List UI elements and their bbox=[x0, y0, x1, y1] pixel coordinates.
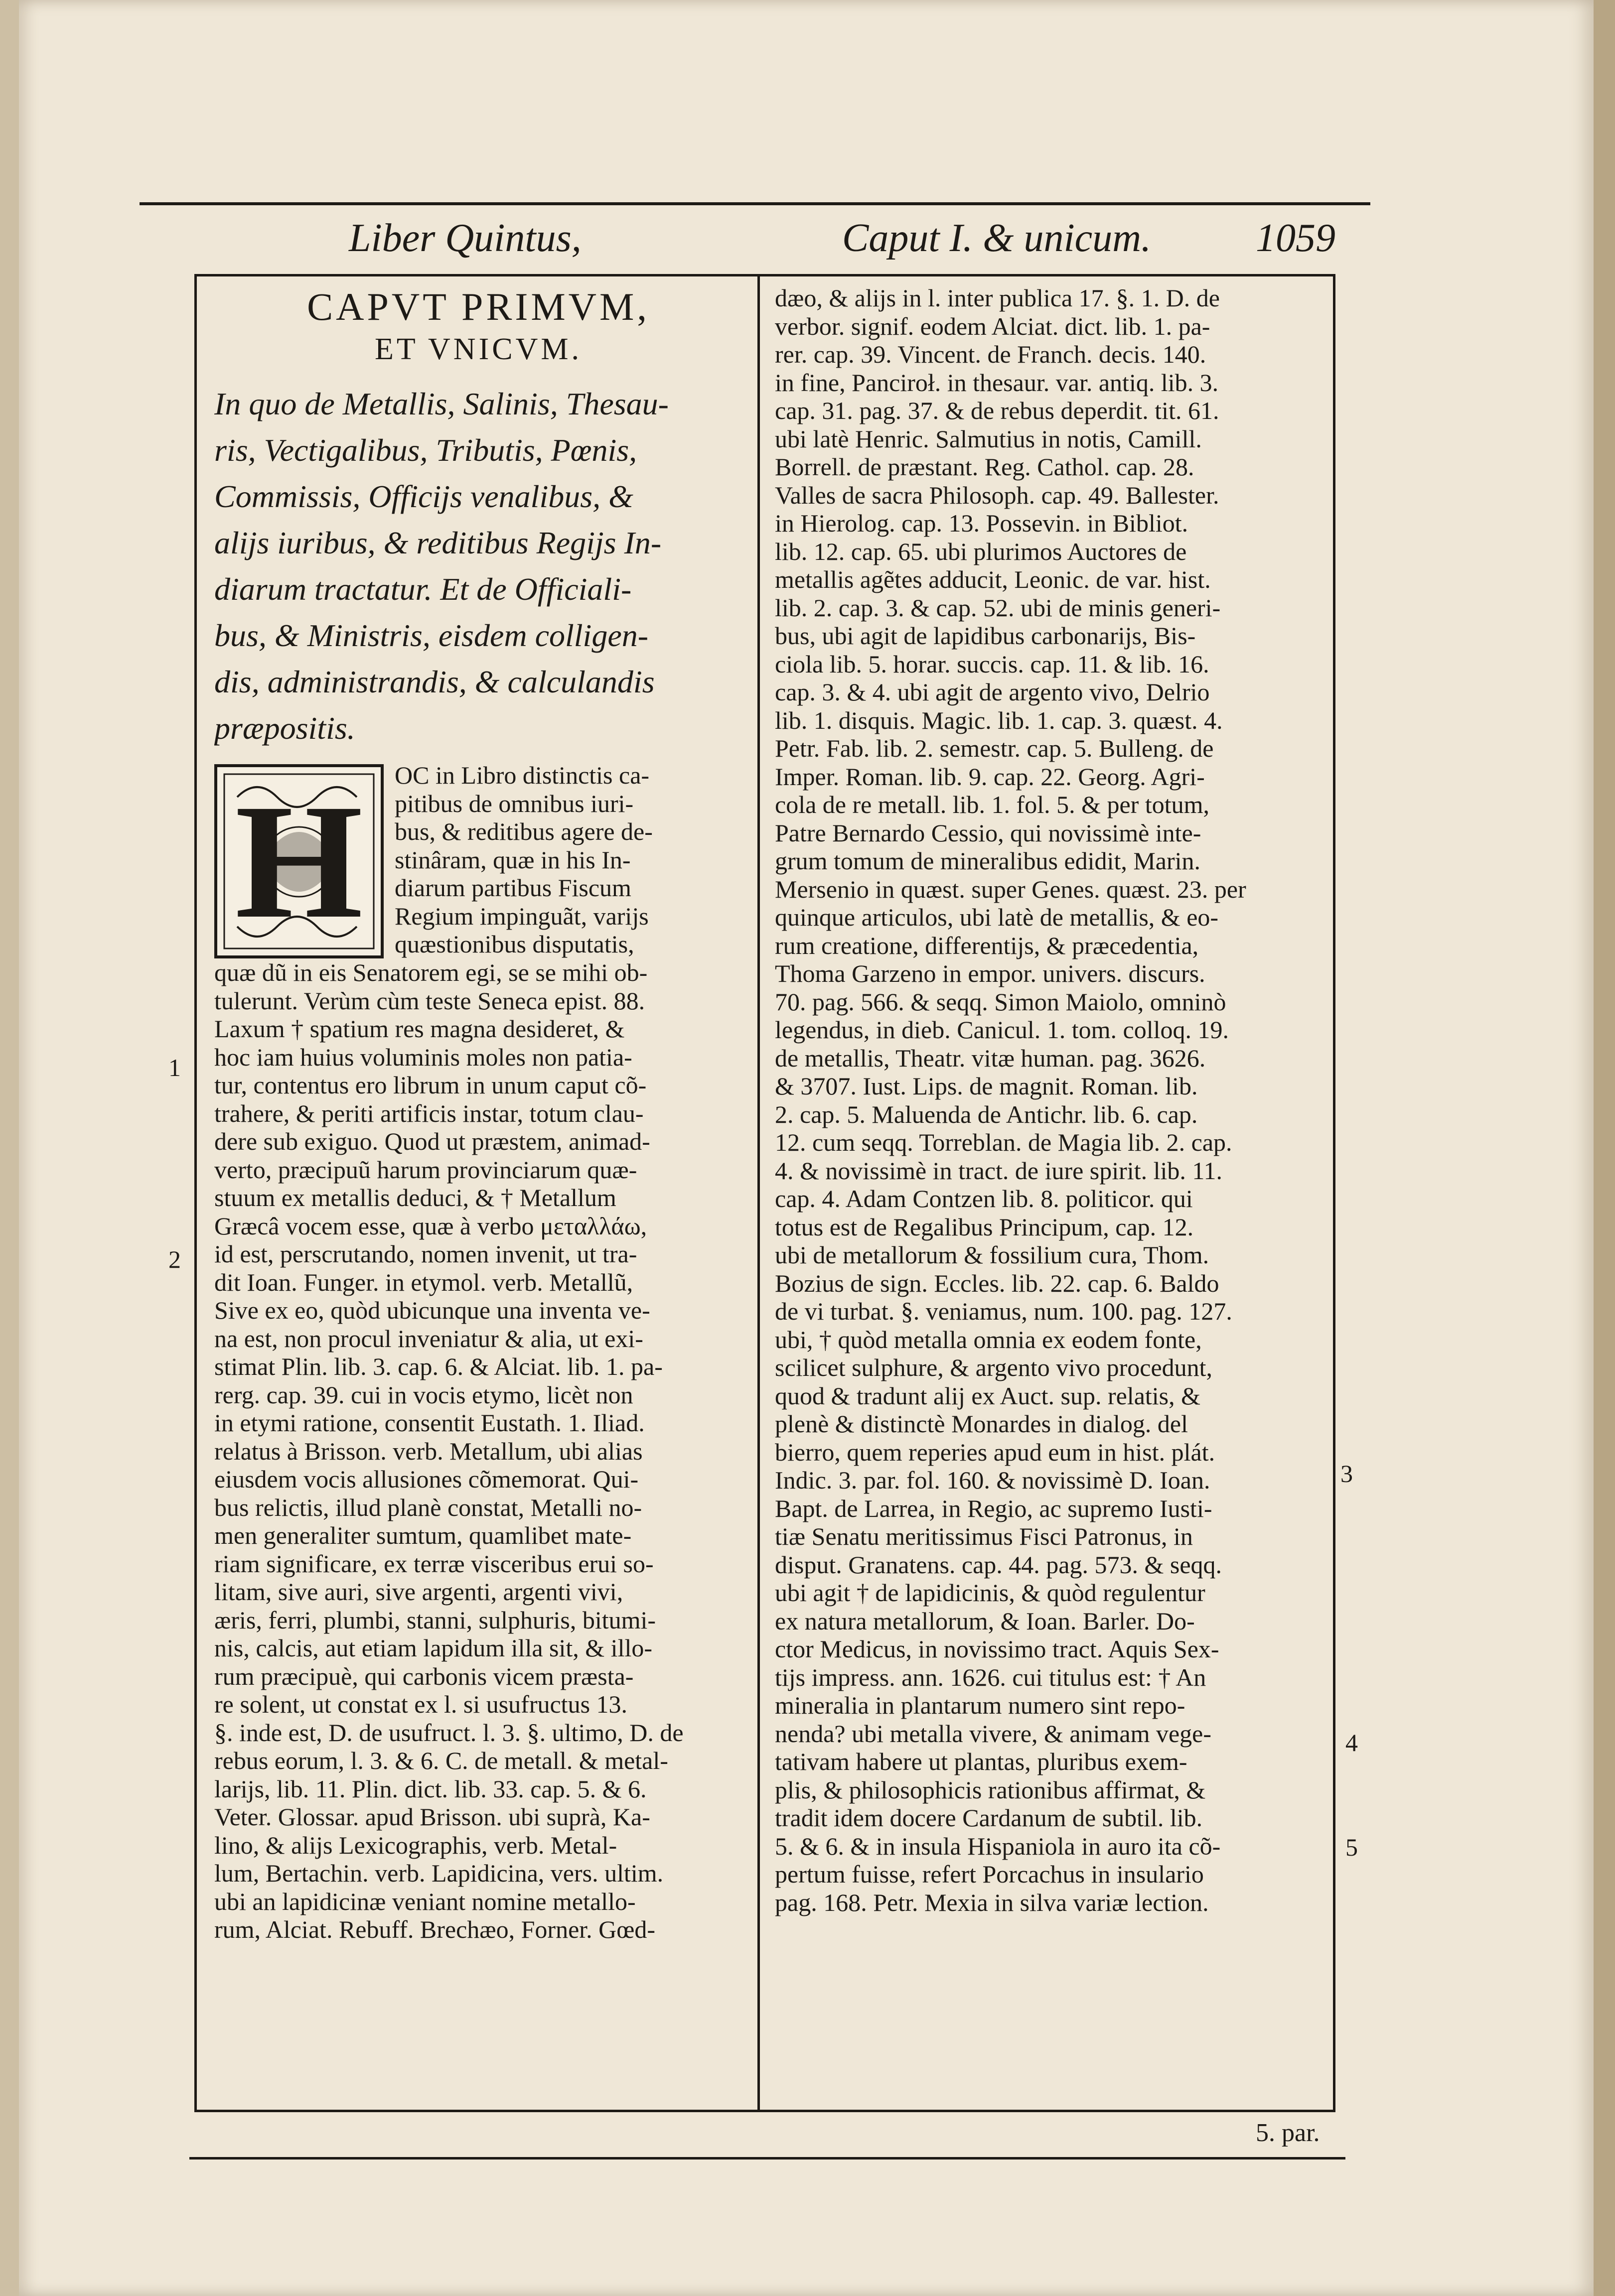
text-line: quinque articulos, ubi latè de metallis, & eo- bbox=[775, 903, 1219, 931]
text-line: tijs impress. ann. 1626. cui titulus est: † An bbox=[775, 1663, 1206, 1691]
text-line: diarum partibus Fiscum bbox=[395, 874, 631, 902]
text-line: ubi, † quòd metalla omnia ex eodem fonte, bbox=[775, 1325, 1202, 1353]
summary-line: Commissis, Officijs venalibus, & bbox=[214, 479, 633, 514]
text-line: Bozius de sign. Eccles. lib. 22. cap. 6. Baldo bbox=[775, 1269, 1219, 1297]
text-line: dere sub exiguo. Quod ut præstem, animad- bbox=[214, 1127, 650, 1155]
text-line: rer. cap. 39. Vincent. de Franch. decis. 140. bbox=[775, 340, 1206, 368]
text-line: Borrell. de præstant. Reg. Cathol. cap. 28. bbox=[775, 453, 1194, 481]
text-line: re solent, ut constat ex l. si usufructus 13. bbox=[214, 1690, 628, 1718]
text-line: tativam habere ut plantas, pluribus exem- bbox=[775, 1748, 1187, 1775]
text-line: ex natura metallorum, & Ioan. Barler. Do- bbox=[775, 1607, 1195, 1635]
text-line: Petr. Fab. lib. 2. semestr. cap. 5. Bulleng. de bbox=[775, 734, 1214, 762]
chapter-summary bbox=[214, 381, 742, 751]
margin-note-number: 2 bbox=[168, 1245, 181, 1273]
text-line: id est, perscrutando, nomen invenit, ut tra- bbox=[214, 1240, 637, 1268]
text-line: totus est de Regalibus Principum, cap. 12. bbox=[775, 1213, 1194, 1241]
text-line: Bapt. de Larrea, in Regio, ac supremo Iusti- bbox=[775, 1494, 1212, 1522]
text-line: rum præcipuè, qui carbonis vicem præsta- bbox=[214, 1662, 634, 1690]
text-line: plis, & philosophicis rationibus affirmat, & bbox=[775, 1775, 1206, 1804]
text-line: Græcâ vocem esse, quæ à verbo μεταλλάω, bbox=[214, 1212, 647, 1240]
text-line: scilicet sulphure, & argento vivo procedunt, bbox=[775, 1353, 1213, 1381]
text-line: Sive ex eo, quòd ubicunque una inventa ve- bbox=[214, 1296, 650, 1324]
text-line: Valles de sacra Philosoph. cap. 49. Ballester. bbox=[775, 481, 1219, 509]
text-line: ubi latè Henric. Salmutius in notis, Camill. bbox=[775, 424, 1202, 453]
text-line: rum, Alciat. Rebuff. Brechæo, Forner. Gœd- bbox=[214, 1915, 656, 1943]
summary-line: In quo de Metallis, Salinis, Thesau- bbox=[214, 386, 669, 421]
text-line: quod & tradunt alij ex Auct. sup. relatis, & bbox=[775, 1381, 1201, 1410]
text-line: bus relictis, illud planè constat, Metalli no- bbox=[214, 1493, 642, 1521]
text-line: 12. cum seqq. Torreblan. de Magia lib. 2. cap. bbox=[775, 1128, 1232, 1156]
initial-text bbox=[395, 761, 742, 958]
text-line: na est, non procul inveniatur & alia, ut exi- bbox=[214, 1324, 643, 1352]
text-line: Imper. Roman. lib. 9. cap. 22. Georg. Agri- bbox=[775, 762, 1205, 791]
summary-line: dis, administrandis, & calculandis bbox=[214, 664, 655, 699]
text-line: Veter. Glossar. apud Brisson. ubi suprà, Ka- bbox=[214, 1803, 650, 1831]
text-line: nis, calcis, aut etiam lapidum illa sit, & illo- bbox=[214, 1634, 653, 1662]
left-column bbox=[214, 284, 742, 1944]
text-line: rerg. cap. 39. cui in vocis etymo, licèt non bbox=[214, 1380, 633, 1409]
text-line: stimat Plin. lib. 3. cap. 6. & Alciat. lib. 1. pa- bbox=[214, 1352, 663, 1380]
text-line: men generaliter sumtum, quamlibet mate- bbox=[214, 1521, 632, 1549]
text-line: tulerunt. Verùm cùm teste Seneca epist. 88. bbox=[214, 986, 645, 1015]
header-rule bbox=[140, 202, 1370, 205]
summary-line: bus, & Ministris, eisdem colligen- bbox=[214, 618, 649, 653]
text-line: dæo, & alijs in l. inter publica 17. §. 1. D. de bbox=[775, 284, 1220, 312]
text-line: grum tomum de mineralibus edidit, Marin. bbox=[775, 847, 1201, 875]
text-line: in fine, Panciroł. in thesaur. var. antiq. lib. 3. bbox=[775, 368, 1219, 397]
text-line: verto, præcipuũ harum provinciarum quæ- bbox=[214, 1155, 637, 1184]
text-line: 5. & 6. & in insula Hispaniola in auro ita cõ- bbox=[775, 1832, 1221, 1860]
text-line: plenè & distinctè Monardes in dialog. del bbox=[775, 1410, 1188, 1438]
text-line: Mersenio in quæst. super Genes. quæst. 23. per bbox=[775, 875, 1246, 903]
left-body bbox=[214, 958, 742, 1944]
page-number: 1059 bbox=[1256, 216, 1335, 260]
text-line: ciola lib. 5. horar. succis. cap. 11. & lib. 16. bbox=[775, 650, 1209, 678]
text-line: & 3707. Iust. Lips. de magnit. Roman. lib. bbox=[775, 1072, 1198, 1100]
text-line: trahere, & periti artificis instar, totum clau- bbox=[214, 1099, 644, 1127]
text-line: de vi turbat. §. veniamus, num. 100. pag. 127. bbox=[775, 1297, 1232, 1325]
text-line: dit Ioan. Funger. in etymol. verb. Metallũ, bbox=[214, 1268, 633, 1296]
text-line: larijs, lib. 11. Plin. dict. lib. 33. cap. 5. & 6. bbox=[214, 1774, 647, 1803]
text-line: legendus, in dieb. Canicul. 1. tom. colloq. 19. bbox=[775, 1016, 1229, 1044]
text-line: 70. pag. 566. & seqq. Simon Maiolo, omninò bbox=[775, 987, 1226, 1016]
margin-note-number: 1 bbox=[168, 1054, 181, 1081]
text-line: rebus eorum, l. 3. & 6. C. de metall. & metal- bbox=[214, 1747, 668, 1774]
text-line: ubi agit † de lapidicinis, & quòd regulentur bbox=[775, 1579, 1205, 1607]
text-line: relatus à Brisson. verb. Metallum, ubi alias bbox=[214, 1437, 643, 1465]
text-line: pertum fuisse, refert Porcachus in insulario bbox=[775, 1860, 1204, 1888]
text-line: Indic. 3. par. fol. 160. & novissimè D. Ioan. bbox=[775, 1466, 1210, 1494]
margin-note-number: 4 bbox=[1345, 1729, 1358, 1756]
text-line: ubi an lapidicinæ veniant nomine metallo- bbox=[214, 1887, 636, 1915]
text-line: in etymi ratione, consentit Eustath. 1. Iliad. bbox=[214, 1409, 645, 1437]
catchword: 5. par. bbox=[1256, 2119, 1320, 2147]
summary-line: diarum tractatur. Et de Officiali- bbox=[214, 571, 632, 607]
text-line: Regium impinguãt, varijs bbox=[395, 902, 649, 930]
text-line: lino, & alijs Lexicographis, verb. Metal- bbox=[214, 1831, 617, 1859]
text-line: stinâram, quæ in his In- bbox=[395, 845, 631, 874]
text-line: pag. 168. Petr. Mexia in silva variæ lection. bbox=[775, 1888, 1209, 1916]
text-line: de metallis, Theatr. vitæ human. pag. 3626. bbox=[775, 1044, 1206, 1072]
text-line: lib. 12. cap. 65. ubi plurimos Auctores de bbox=[775, 537, 1187, 565]
decorated-initial bbox=[214, 764, 384, 958]
text-line: in Hierolog. cap. 13. Possevin. in Bibliot. bbox=[775, 509, 1188, 537]
page-header bbox=[140, 199, 1370, 269]
text-line: tiæ Senatu meritissimus Fisci Patronus, in bbox=[775, 1522, 1193, 1550]
text-line: disput. Granatens. cap. 44. pag. 573. & seqq. bbox=[775, 1550, 1222, 1579]
text-line: tradit idem docere Cardanum de subtil. lib. bbox=[775, 1804, 1203, 1832]
text-line: ctor Medicus, in novissimo tract. Aquis Sex- bbox=[775, 1635, 1219, 1663]
text-line: ubi de metallorum & fossilium cura, Thom. bbox=[775, 1241, 1209, 1269]
text-line: bus, ubi agit de lapidibus carbonarijs, Bis- bbox=[775, 622, 1196, 650]
text-line: mineralia in plantarum numero sint repo- bbox=[775, 1691, 1185, 1719]
initial-ornament-icon bbox=[217, 767, 381, 955]
text-line: pitibus de omnibus iuri- bbox=[395, 789, 634, 817]
text-line: cap. 31. pag. 37. & de rebus deperdit. tit. 61. bbox=[775, 397, 1219, 424]
text-line: tur, contentus ero librum in unum caput cõ- bbox=[214, 1071, 647, 1099]
text-line: lum, Bertachin. verb. Lapidicina, vers. ultim. bbox=[214, 1859, 664, 1887]
text-line: æris, ferri, plumbi, stanni, sulphuris, bitumi- bbox=[214, 1606, 656, 1634]
text-line: verbor. signif. eodem Alciat. dict. lib. 1. pa- bbox=[775, 312, 1210, 340]
page-edge bbox=[1594, 0, 1615, 2296]
opening-paragraph bbox=[214, 761, 742, 958]
text-line: cap. 4. Adam Contzen lib. 8. politicor. qui bbox=[775, 1185, 1193, 1213]
text-line: eiusdem vocis allusiones cõmemorat. Qui- bbox=[214, 1465, 639, 1493]
text-line: 2. cap. 5. Maluenda de Antichr. lib. 6. cap. bbox=[775, 1100, 1198, 1128]
text-line: Laxum † spatium res magna desideret, & bbox=[214, 1015, 625, 1043]
initial-letter: H bbox=[235, 771, 363, 952]
chapter-heading-sub: ET VNICVM. bbox=[375, 332, 582, 366]
text-line: nenda? ubi metalla vivere, & animam vege- bbox=[775, 1719, 1212, 1748]
bottom-rule bbox=[189, 2157, 1345, 2160]
chapter-heading: CAPVT PRIMVM, bbox=[307, 285, 650, 328]
text-line: cola de re metall. lib. 1. fol. 5. & per totum, bbox=[775, 791, 1209, 818]
summary-line: ris, Vectigalibus, Tributis, Pœnis, bbox=[214, 432, 637, 468]
text-line: rum creatione, differentijs, & præcedentia, bbox=[775, 931, 1199, 959]
column-divider bbox=[757, 274, 760, 2112]
running-head-right: Caput I. & unicum. bbox=[842, 216, 1151, 260]
text-line: Patre Bernardo Cessio, qui novissimè inte- bbox=[775, 818, 1201, 847]
summary-line: alijs iuribus, & reditibus Regijs In- bbox=[214, 525, 662, 560]
right-column bbox=[775, 284, 1323, 1916]
text-line: riam significare, ex terræ visceribus erui so- bbox=[214, 1549, 654, 1578]
text-line: §. inde est, D. de usufruct. l. 3. §. ultimo, D. de bbox=[214, 1718, 684, 1747]
text-line: quæ dũ in eis Senatorem egi, se se mihi ob- bbox=[214, 958, 648, 986]
text-line: bierro, quem reperies apud eum in hist. plát. bbox=[775, 1438, 1215, 1466]
text-line: lib. 1. disquis. Magic. lib. 1. cap. 3. quæst. 4. bbox=[775, 706, 1223, 734]
text-line: hoc iam huius voluminis moles non patia- bbox=[214, 1043, 632, 1071]
margin-note-number: 5 bbox=[1345, 1833, 1358, 1861]
text-line: metallis agẽtes adducit, Leonic. de var. hist. bbox=[775, 565, 1211, 593]
margin-note-number: 3 bbox=[1340, 1460, 1353, 1487]
running-head-left: Liber Quintus, bbox=[349, 216, 582, 260]
text-line: bus, & reditibus agere de- bbox=[395, 817, 653, 845]
text-line: cap. 3. & 4. ubi agit de argento vivo, Delrio bbox=[775, 678, 1210, 706]
text-line: stuum ex metallis deduci, & † Metallum bbox=[214, 1184, 616, 1212]
text-line: OC in Libro distinctis ca- bbox=[395, 761, 650, 789]
text-line: litam, sive auri, sive argenti, argenti vivi, bbox=[214, 1578, 623, 1606]
text-line: 4. & novissimè in tract. de iure spirit. lib. 11. bbox=[775, 1156, 1223, 1185]
text-line: lib. 2. cap. 3. & cap. 52. ubi de minis generi- bbox=[775, 593, 1221, 622]
text-line: Thoma Garzeno in empor. univers. discurs. bbox=[775, 959, 1205, 987]
text-line: quæstionibus disputatis, bbox=[395, 930, 634, 958]
summary-line: præpositis. bbox=[214, 710, 355, 746]
